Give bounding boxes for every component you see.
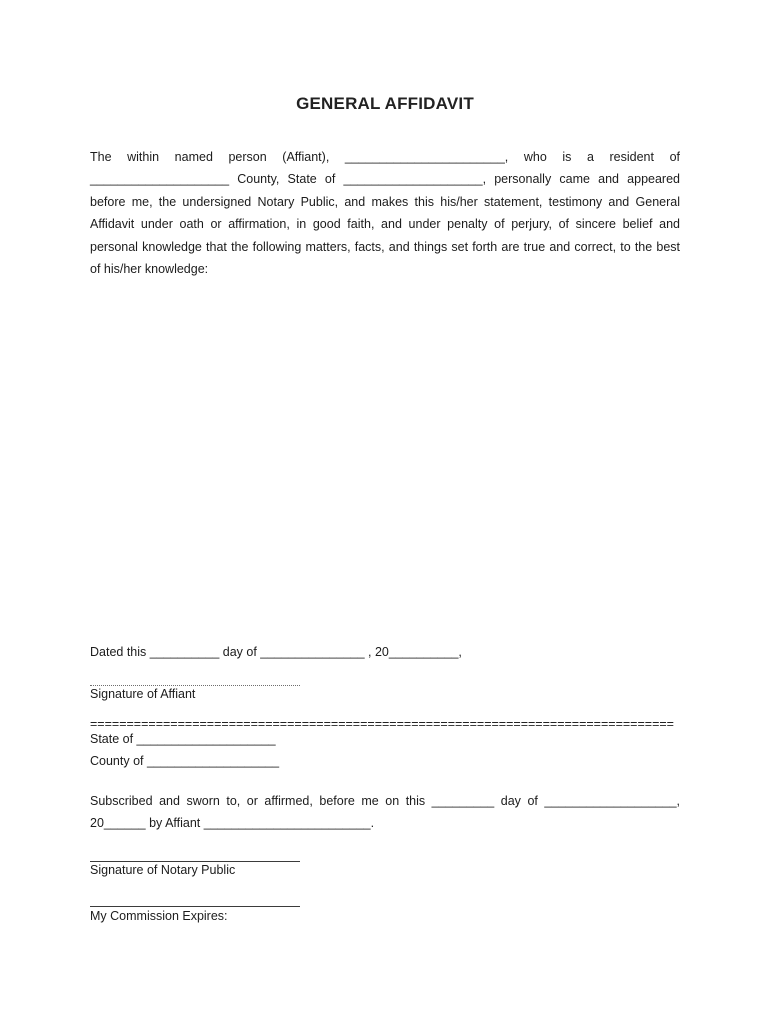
paragraph-line: ____________________ County, State of ____________________, personally came and appeared bbox=[90, 172, 680, 187]
paragraph-line: personal knowledge that the following matters, facts, and things set forth are true and correct, to the best bbox=[90, 239, 680, 254]
state-line: State of ____________________ bbox=[90, 732, 276, 746]
paragraph-line: before me, the undersigned Notary Public, and makes this his/her statement, testimony and General bbox=[90, 194, 680, 209]
county-line: County of ___________________ bbox=[90, 754, 280, 768]
paragraph-line: of his/her knowledge: bbox=[90, 262, 209, 277]
paragraph-line: Affidavit under oath or affirmation, in good faith, and under penalty of perjury, of sincere belief and bbox=[90, 217, 680, 232]
intro-paragraph bbox=[90, 146, 680, 280]
paragraph-line: 20______ by Affiant ________________________. bbox=[90, 816, 375, 831]
dated-line: Dated this __________ day of _______________ , 20__________, bbox=[90, 645, 462, 659]
section-separator: ================================================================================ bbox=[90, 717, 674, 731]
affiant-signature-label: Signature of Affiant bbox=[90, 687, 196, 701]
commission-expires-label: My Commission Expires: bbox=[90, 909, 228, 923]
paragraph-line: The within named person (Affiant), _______________________, who is a resident of bbox=[90, 150, 680, 164]
commission-expires-line bbox=[90, 906, 300, 907]
page-title: GENERAL AFFIDAVIT bbox=[296, 94, 474, 113]
subscribed-paragraph bbox=[90, 790, 680, 835]
paragraph-line: Subscribed and sworn to, or affirmed, before me on this _________ day of ___________________, bbox=[90, 794, 680, 808]
notary-signature-label: Signature of Notary Public bbox=[90, 863, 236, 877]
